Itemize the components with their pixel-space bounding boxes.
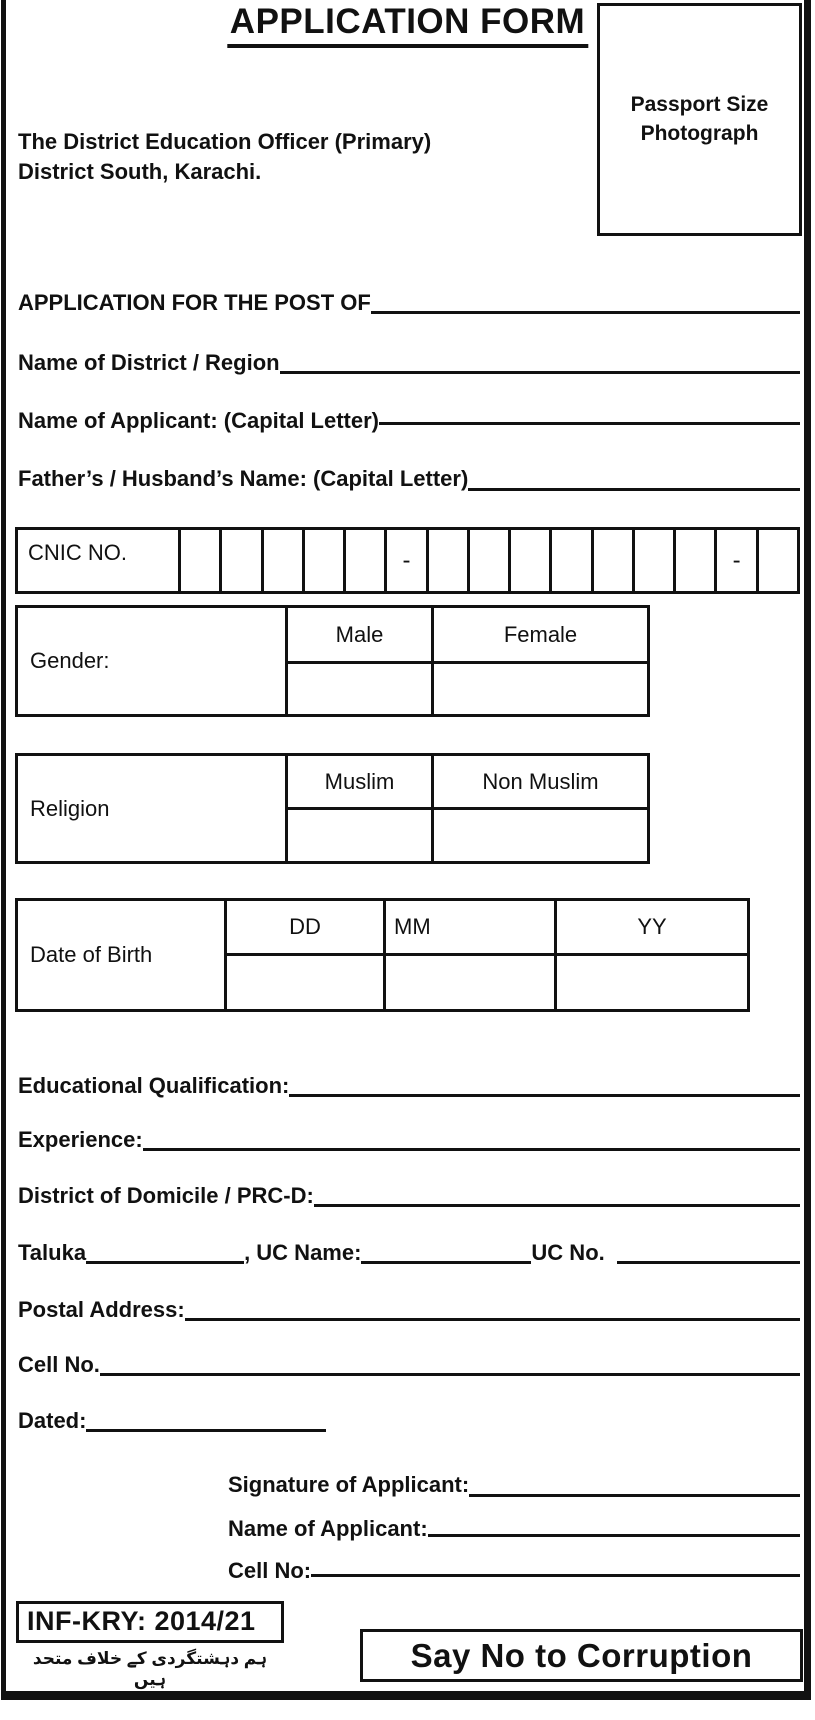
cnic-dash-cell: - [387,530,428,591]
field-row-taluka-uc [18,1240,800,1266]
field-row-cell-no [18,1352,800,1378]
cell-no-label: Cell No. [18,1352,100,1377]
gender-female-tick-cell[interactable] [434,664,647,714]
cnic-digit-cell[interactable] [429,530,470,591]
post-of-fill-line[interactable] [371,311,800,314]
field-row-post-of [18,290,800,316]
date-of-birth-table [15,898,750,1012]
cnic-digit-cell[interactable] [346,530,387,591]
cnic-dash-cell: - [717,530,758,591]
religion-label: Religion [18,756,288,861]
religion-muslim-tick-cell[interactable] [288,810,434,861]
cnic-label: CNIC NO. [18,530,181,591]
cnic-digit-cell[interactable] [264,530,305,591]
field-row-signature-name [228,1516,800,1542]
cnic-digit-cell[interactable] [222,530,263,591]
field-row-father-husband [18,466,800,492]
postal-address-fill-line[interactable] [185,1318,800,1321]
addressee-line2: District South, Karachi. [18,159,262,184]
domicile-label: District of Domicile / PRC-D: [18,1183,314,1208]
cnic-digit-cell[interactable] [305,530,346,591]
taluka-label: Taluka [18,1240,87,1265]
cnic-digit-cell[interactable] [552,530,593,591]
gender-table [15,605,650,717]
dob-column-yy: YY [557,901,747,956]
field-row-signature [228,1472,800,1498]
dob-yy-cell[interactable] [557,956,747,1009]
field-row-district-region [18,350,800,376]
district-region-label: Name of District / Region [18,350,280,375]
addressee-line1: The District Education Officer (Primary) [18,129,432,154]
signature-cell-fill-line[interactable] [311,1574,800,1577]
father-husband-label: Father’s / Husband’s Name: (Capital Letter) [18,466,469,491]
reference-number: INF-KRY: 2014/21 [27,1606,256,1636]
say-no-to-corruption-box [360,1629,803,1682]
addressee-block [18,127,431,187]
field-row-signature-cell [228,1558,800,1584]
dob-column-dd: DD [227,901,386,956]
field-row-experience [18,1127,800,1153]
signature-name-fill-line[interactable] [428,1534,800,1537]
dated-fill-line[interactable] [86,1429,326,1432]
signature-of-applicant-label: Signature of Applicant: [228,1472,470,1497]
passport-photo-label: Passport Size Photograph [630,93,769,145]
dob-dd-cell[interactable] [227,956,386,1009]
educational-qualification-label: Educational Qualification: [18,1073,290,1098]
dob-column-mm: MM [386,901,557,956]
say-no-to-corruption-text: Say No to Corruption [410,1636,753,1674]
postal-address-label: Postal Address: [18,1297,185,1322]
signature-cell-no-label: Cell No: [228,1558,312,1583]
religion-non-muslim-tick-cell[interactable] [434,810,647,861]
field-row-dated [18,1408,800,1434]
date-of-birth-label: Date of Birth [18,901,227,1009]
page-title: APPLICATION FORM [227,2,588,48]
field-row-educational-qualification [18,1073,800,1099]
religion-option-non-muslim: Non Muslim [434,756,647,810]
father-husband-fill-line[interactable] [468,488,800,491]
cnic-digit-cell[interactable] [470,530,511,591]
cnic-table [15,527,800,594]
district-region-fill-line[interactable] [280,371,800,374]
domicile-fill-line[interactable] [314,1204,800,1207]
uc-name-label: , UC Name: [244,1240,362,1265]
experience-label: Experience: [18,1127,143,1152]
dated-label: Dated: [18,1408,87,1433]
uc-no-fill-line[interactable] [617,1261,800,1264]
urdu-slogan: ہم دہشتگردی کے خلاف متحد ہیں [32,1649,268,1689]
taluka-fill-line[interactable] [86,1261,244,1264]
name-of-applicant-label: Name of Applicant: [228,1516,428,1541]
cnic-digit-cell[interactable] [676,530,717,591]
educational-qualification-fill-line[interactable] [289,1094,800,1097]
applicant-name-label: Name of Applicant: (Capital Letter) [18,408,379,433]
field-row-domicile [18,1183,800,1209]
uc-name-fill-line[interactable] [361,1261,531,1264]
cnic-digit-cell[interactable] [594,530,635,591]
experience-fill-line[interactable] [143,1148,800,1151]
gender-label: Gender: [18,608,288,714]
gender-male-tick-cell[interactable] [288,664,434,714]
reference-number-box [16,1601,284,1643]
cnic-digit-cell[interactable] [511,530,552,591]
cnic-digit-cell[interactable] [759,530,797,591]
uc-no-label: UC No. [531,1240,605,1265]
dob-mm-cell[interactable] [386,956,557,1009]
applicant-name-fill-line[interactable] [379,422,800,425]
passport-photo-box[interactable] [597,3,802,236]
religion-option-muslim: Muslim [288,756,434,810]
cnic-digit-cell[interactable] [181,530,222,591]
religion-table [15,753,650,864]
post-of-label: APPLICATION FOR THE POST OF [18,290,371,315]
cnic-digit-cell[interactable] [635,530,676,591]
field-row-applicant-name [18,408,800,434]
field-row-postal-address [18,1297,800,1323]
cell-no-fill-line[interactable] [100,1373,800,1376]
gender-option-female: Female [434,608,647,664]
gender-option-male: Male [288,608,434,664]
signature-fill-line[interactable] [469,1494,800,1497]
